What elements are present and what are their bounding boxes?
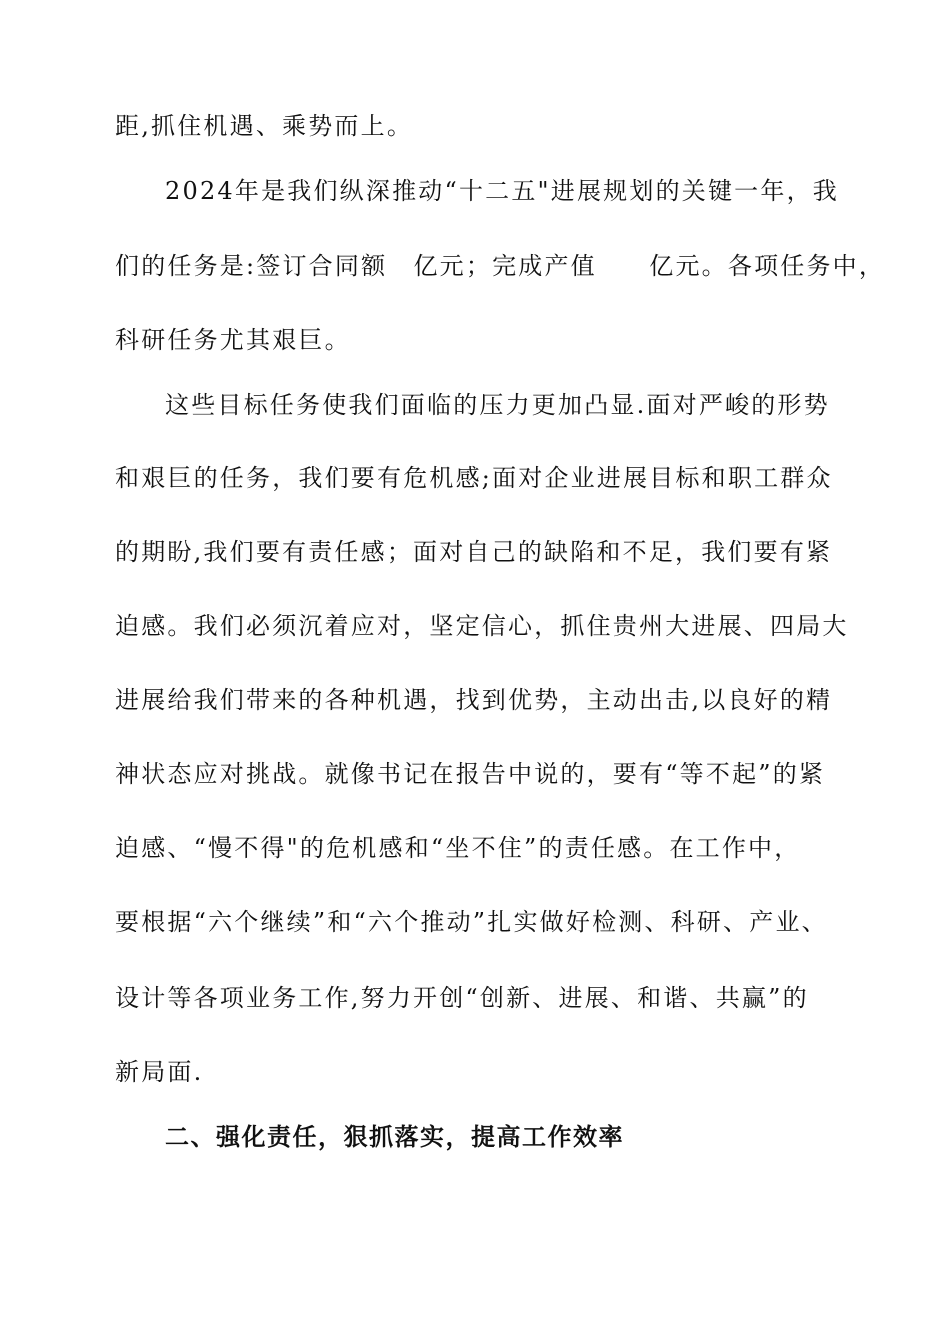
text-line: 迫感、“慢不得"的危机感和“坐不住”的责任感。在工作中，: [115, 834, 801, 862]
text-line: 要根据“六个继续”和“六个推动”扎实做好检测、科研、产业、: [115, 908, 828, 936]
text-line: 新局面.: [115, 1058, 204, 1086]
text-line: 设计等各项业务工作,努力开创“创新、进展、和谐、共赢”的: [115, 984, 809, 1012]
paragraph-start-line: 2024年是我们纵深推动“十二五"进展规划的关键一年，我: [165, 177, 839, 205]
text-line: 科研任务尤其艰巨。: [115, 326, 351, 354]
text-line: 和艰巨的任务，我们要有危机感;面对企业进展目标和职工群众: [115, 464, 833, 492]
paragraph-start-line: 这些目标任务使我们面临的压力更加凸显.面对严峻的形势: [165, 391, 830, 419]
text-line: 迫感。我们必须沉着应对，坚定信心，抓住贵州大进展、四局大: [115, 612, 849, 640]
text-line: 距,抓住机遇、乘势而上。: [115, 112, 414, 140]
text-line: 的期盼,我们要有责任感；面对自己的缺陷和不足，我们要有紧: [115, 538, 833, 566]
section-heading: 二、强化责任，狠抓落实，提高工作效率: [165, 1123, 624, 1151]
text-line: 进展给我们带来的各种机遇，找到优势，主动出击,以良好的精: [115, 686, 833, 714]
text-line: 们的任务是:签订合同额 亿元；完成产值 亿元。各项任务中，: [115, 252, 886, 280]
text-line: 神状态应对挑战。就像书记在报告中说的，要有“等不起”的紧: [115, 760, 826, 788]
